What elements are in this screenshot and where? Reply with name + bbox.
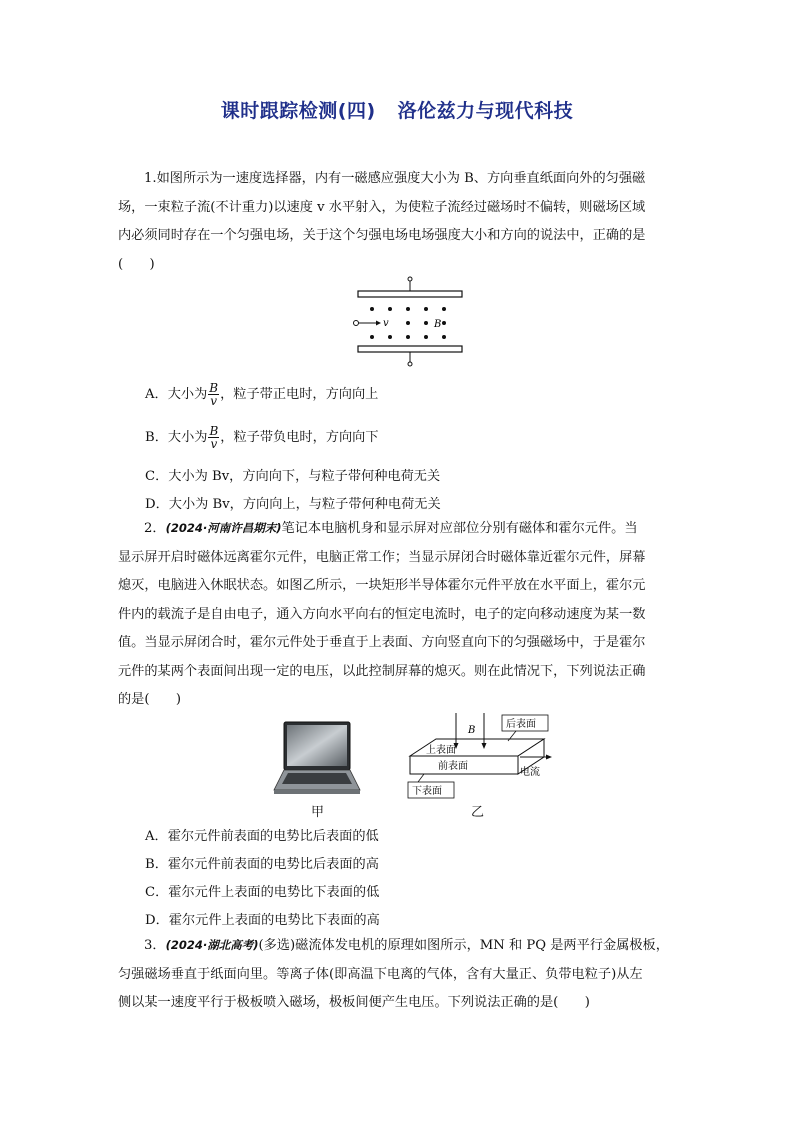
question-3-stem	[118, 931, 678, 1018]
q2-line-7: 的是( )	[118, 692, 182, 707]
laptop-figure	[272, 718, 362, 800]
q2-source: (2024·河南许昌期末)	[165, 521, 282, 535]
q3-number: 3．	[144, 938, 166, 953]
q1-line-4: ( )	[118, 256, 155, 272]
q3-line-3: 侧以某一速度平行于极板喷入磁场，极板间便产生电压。下列说法正确的是( )	[118, 995, 590, 1010]
fraction-b-over-v: $\frac{B}{v}$	[209, 424, 219, 451]
label-front-surface: 前表面	[438, 761, 468, 772]
q3-line-2: 匀强磁场垂直于纸面向里。等离子体(即高温下电离的气体，含有大量正、负带电粒子)从左	[118, 966, 643, 982]
velocity-selector-figure	[350, 274, 470, 370]
velocity-label: v	[383, 318, 389, 329]
q1-option-a[interactable]: A．大小为 $\frac{B}{v}$ ，粒子带正电时，方向向上	[145, 381, 379, 408]
q3-source: (2024·湖北高考)	[165, 938, 259, 952]
q3-first-line: (多选)磁流体发电机的原理如图所示，MN 和 PQ 是两平行金属极板，	[258, 938, 669, 953]
q2-option-a[interactable]: A．霍尔元件前表面的电势比后表面的低	[145, 829, 379, 844]
q2-line-6: 元件的某两个表面间出现一定的电压，以此控制屏幕的熄灭。则在此情况下，下列说法正确	[118, 663, 646, 679]
field-b-label: B	[434, 319, 442, 330]
title-main: 课时跟踪检测(四)	[220, 100, 376, 122]
q2-option-b[interactable]: B．霍尔元件前表面的电势比后表面的高	[145, 857, 379, 872]
question-1-stem	[118, 165, 678, 279]
q2-line-5: 值。当显示屏闭合时，霍尔元件处于垂直于上表面、方向竖直向下的匀强磁场中，于是霍尔	[118, 635, 646, 650]
q1-option-c[interactable]: C．大小为 Bv，方向向下，与粒子带何种电荷无关	[145, 469, 441, 484]
label-top-surface: 上表面	[426, 745, 456, 756]
title-sub: 洛伦兹力与现代科技	[397, 100, 574, 122]
label-back-surface: 后表面	[506, 719, 536, 730]
q2-line-4: 件内的载流子是自由电子，通入方向水平向右的恒定电流时，电子的定向移动速度为某一数	[118, 606, 646, 622]
q1-line-3: 内必须同时存在一个匀强电场，关于这个匀强电场电场强度大小和方向的说法中，正确的是	[118, 228, 646, 243]
hall-b-label: B	[468, 725, 476, 736]
figure-caption-jia: 甲	[311, 805, 325, 820]
q2-line-3: 熄灭，电脑进入休眠状态。如图乙所示，一块矩形半导体霍尔元件平放在水平面上，霍尔元	[118, 578, 646, 593]
label-bottom-surface: 下表面	[412, 786, 442, 797]
page-title	[0, 96, 794, 123]
q2-option-d[interactable]: D．霍尔元件上表面的电势比下表面的高	[145, 913, 380, 928]
q1-line-2: 场，一束粒子流(不计重力)以速度 v 水平射入，为使粒子流经过磁场时不偏转，则磁场区域	[118, 199, 646, 215]
q1-option-d[interactable]: D．大小为 Bv，方向向上，与粒子带何种电荷无关	[145, 497, 441, 512]
q2-first-line: 笔记本电脑机身和显示屏对应部位分别有磁体和霍尔元件。当	[281, 521, 638, 536]
figure-caption-yi: 乙	[471, 805, 485, 820]
q2-line-2: 显示屏开启时磁体远离霍尔元件，电脑正常工作；当显示屏闭合时磁体靠近霍尔元件，屏幕	[118, 549, 646, 565]
hall-element-figure	[404, 713, 564, 803]
q2-number: 2．	[144, 521, 166, 536]
label-current: 电流	[520, 767, 540, 778]
q1-line-1: 1.如图所示为一速度选择器，内有一磁感应强度大小为 B、方向垂直纸面向外的匀强磁	[144, 171, 646, 186]
question-2-stem	[118, 514, 678, 715]
q1-option-b[interactable]: B．大小为 $\frac{B}{v}$ ，粒子带负电时，方向向下	[145, 424, 379, 451]
fraction-b-over-v: $\frac{B}{v}$	[209, 381, 219, 408]
q2-option-c[interactable]: C．霍尔元件上表面的电势比下表面的低	[145, 885, 380, 900]
